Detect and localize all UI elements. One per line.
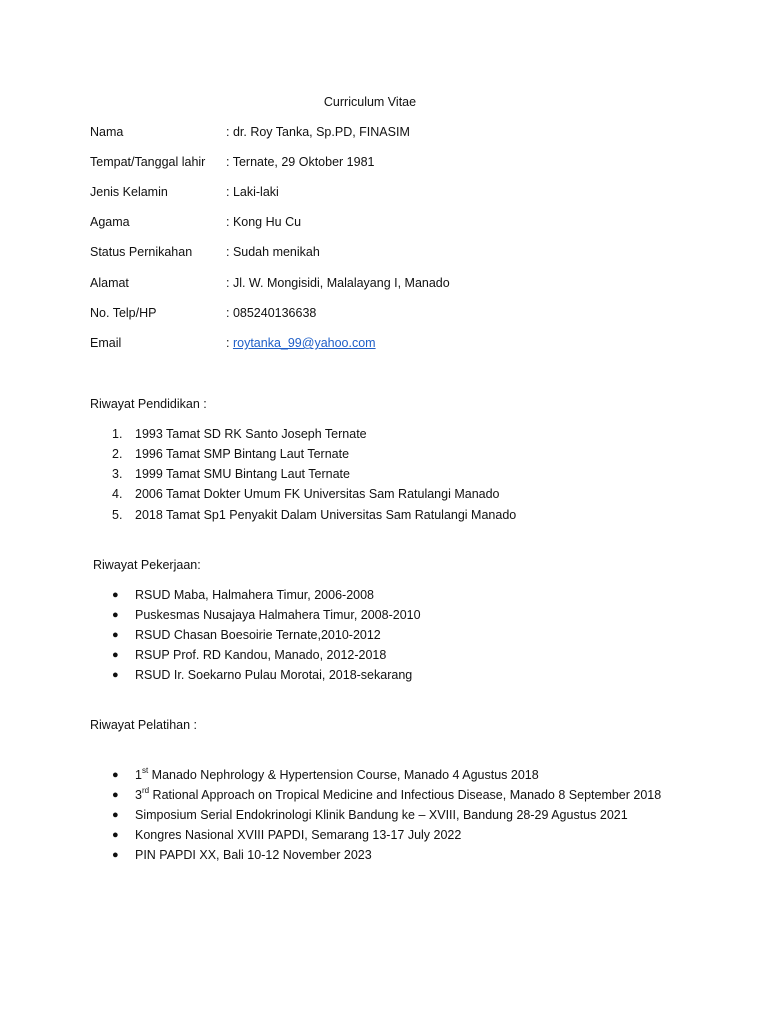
list-text: PIN PAPDI XX, Bali 10-12 November 2023 [135,848,372,862]
info-label: Agama [90,215,130,229]
bullet-icon: ● [112,789,119,801]
list-text: RSUD Maba, Halmahera Timur, 2006-2008 [135,588,375,602]
bullet-icon: ● [112,849,119,861]
list-text: 2006 Tamat Dokter Umum FK Universitas Sam Ratulangi Manado [135,487,500,501]
list-text: Simposium Serial Endokrinologi Klinik Bandung ke – XVIII, Bandung 28-29 Agustus 2021 [135,808,628,822]
education-item [112,507,516,523]
ordinal-number: 1 [135,768,142,782]
info-label: Nama [90,125,124,139]
info-value: : Laki-laki [226,185,279,199]
info-row-nama [90,124,410,140]
info-label: Jenis Kelamin [90,185,168,199]
info-value: : Kong Hu Cu [226,215,302,229]
info-row-religion [90,214,301,230]
list-text: Puskesmas Nusajaya Halmahera Timur, 2008-2010 [135,608,421,622]
bullet-icon: ● [112,769,119,781]
bullet-icon: ● [112,649,119,661]
list-text: 1993 Tamat SD RK Santo Joseph Ternate [135,427,367,441]
list-text: RSUP Prof. RD Kandou, Manado, 2012-2018 [135,648,387,662]
list-text [135,787,661,803]
list-text [135,767,539,783]
info-value: : 085240136638 [226,306,317,320]
education-heading: Riwayat Pendidikan : [90,397,207,411]
info-label: Alamat [90,276,129,290]
list-text: Kongres Nasional XVIII PAPDI, Semarang 13-17 July 2022 [135,828,462,842]
info-value-email [226,335,376,351]
email-link[interactable]: roytanka_99@yahoo.com [232,336,376,350]
info-label: Tempat/Tanggal lahir [90,155,206,169]
bullet-icon: ● [112,829,119,841]
training-text: Manado Nephrology & Hypertension Course, Manado 4 Agustus 2018 [148,768,539,782]
info-label: No. Telp/HP [90,306,157,320]
training-heading: Riwayat Pelatihan : [90,718,198,732]
info-row-gender [90,184,279,200]
education-item [112,466,350,482]
training-text: Rational Approach on Tropical Medicine and Infectious Disease, Manado 8 September 2018 [149,788,662,802]
info-value: : Sudah menikah [226,245,320,259]
info-row-birth [90,154,374,170]
training-item [112,827,461,843]
training-item [112,807,628,823]
ordinal-number: 3 [135,788,142,802]
work-item [112,587,374,603]
bullet-icon: ● [112,629,119,641]
work-item [112,647,386,663]
bullet-icon: ● [112,609,119,621]
list-number: 4. [112,487,123,501]
info-row-email [90,335,376,351]
list-text: RSUD Chasan Boesoirie Ternate,2010-2012 [135,628,381,642]
bullet-icon: ● [112,589,119,601]
education-item [112,486,500,502]
list-text: RSUD Ir. Soekarno Pulau Morotai, 2018-sekarang [135,668,413,682]
info-value: : Ternate, 29 Oktober 1981 [226,155,375,169]
info-value: : Jl. W. Mongisidi, Malalayang I, Manado [226,276,450,290]
info-row-address [90,275,450,291]
training-item [112,767,539,783]
list-number: 3. [112,467,123,481]
ordinal-suffix: st [141,765,149,775]
work-item [112,667,412,683]
bullet-icon: ● [112,809,119,821]
email-prefix: : [226,336,233,350]
info-value: : dr. Roy Tanka, Sp.PD, FINASIM [226,125,410,139]
work-heading: Riwayat Pekerjaan: [93,558,201,572]
document-title: Curriculum Vitae [323,95,417,109]
education-item [112,426,367,442]
work-item [112,627,381,643]
info-row-marital-status [90,244,320,260]
list-text: 2018 Tamat Sp1 Penyakit Dalam Universitas Sam Ratulangi Manado [135,508,517,522]
bullet-icon: ● [112,669,119,681]
list-number: 2. [112,447,123,461]
list-text: 1999 Tamat SMU Bintang Laut Ternate [135,467,350,481]
list-text: 1996 Tamat SMP Bintang Laut Ternate [135,447,350,461]
education-item [112,446,349,462]
info-row-phone [90,305,316,321]
info-label: Email [90,336,122,350]
list-number: 5. [112,508,123,522]
info-label: Status Pernikahan [90,245,193,259]
list-number: 1. [112,427,123,441]
training-item [112,847,372,863]
work-item [112,607,421,623]
ordinal-suffix: rd [141,785,150,795]
training-item [112,787,661,803]
